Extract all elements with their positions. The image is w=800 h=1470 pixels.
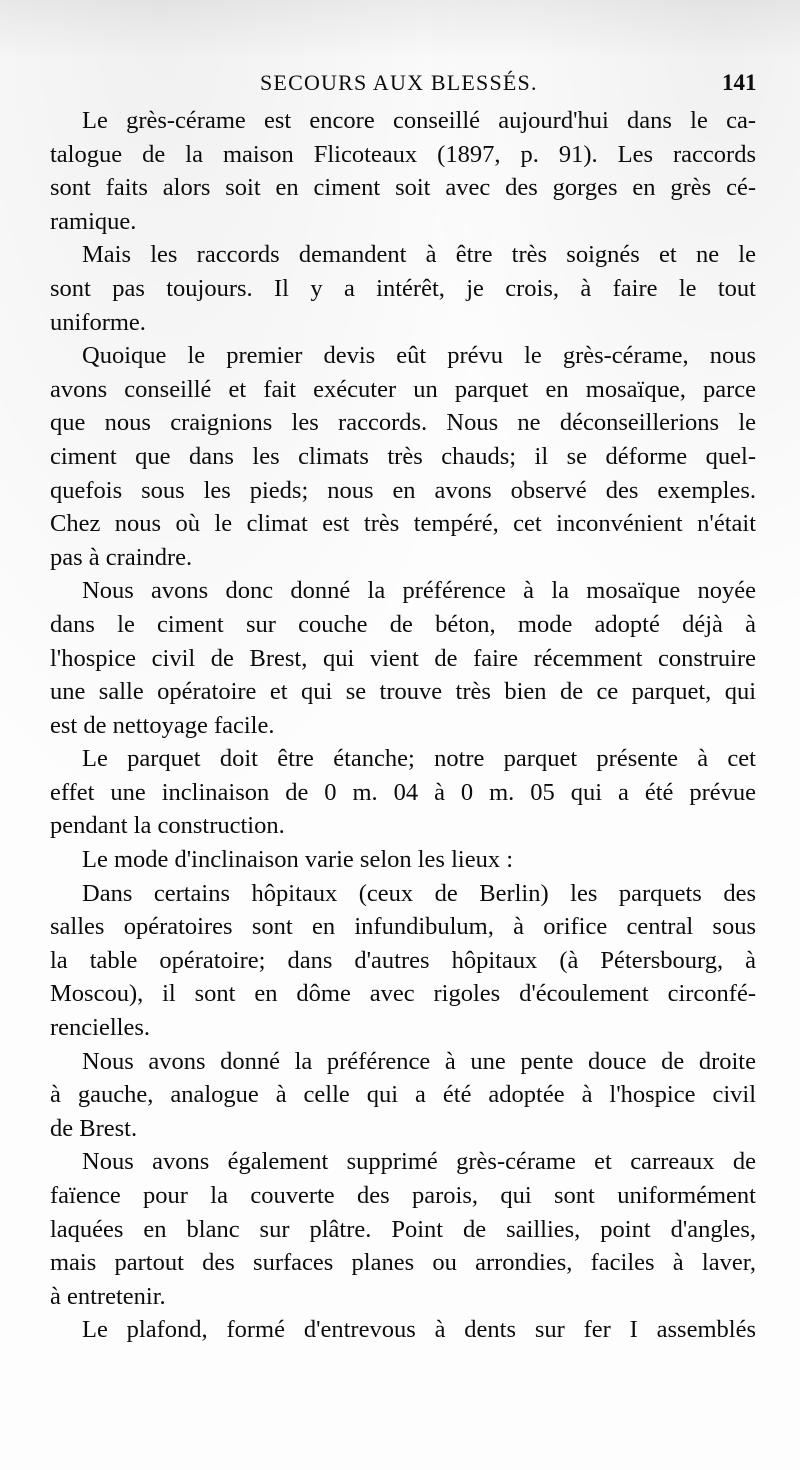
text-line: à entretenir. — [50, 1282, 166, 1310]
text-line: avons conseillé et fait exécuter un parquet en mosaïque, parce — [50, 375, 756, 403]
text-line: dans le ciment sur couche de béton, mode adopté déjà à — [50, 610, 756, 638]
scan-shadow — [0, 0, 800, 60]
text-line: de Brest. — [50, 1114, 138, 1142]
text-line: Nous avons également supprimé grès-cérame et carreaux de — [82, 1148, 756, 1176]
text-line: Le parquet doit être étanche; notre parquet présente à cet — [82, 745, 756, 773]
text-line: salles opératoires sont en infundibulum, à orifice central sous — [50, 913, 756, 941]
text-line: quefois sous les pieds; nous en avons observé des exemples. — [50, 476, 756, 504]
page-number: 141 — [722, 70, 757, 95]
text-line: ramique. — [50, 207, 137, 235]
body-text — [50, 104, 756, 1347]
running-title: SECOURS AUX BLESSÉS. — [260, 70, 538, 95]
text-line: sont pas toujours. Il y a intérêt, je crois, à faire le tout — [50, 274, 756, 302]
text-line: effet une inclinaison de 0 m. 04 à 0 m. 05 qui a été prévue — [50, 778, 756, 806]
text-line: talogue de la maison Flicoteaux (1897, p. 91). Les raccords — [50, 140, 756, 168]
text-line: Le mode d'inclinaison varie selon les lieux : — [82, 846, 514, 874]
text-line: laquées en blanc sur plâtre. Point de saillies, point d'angles, — [50, 1215, 756, 1243]
text-line: ciment que dans les climats très chauds; il se déforme quel- — [50, 442, 756, 470]
text-line: Moscou), il sont en dôme avec rigoles d'écoulement circonfé- — [50, 980, 756, 1008]
text-line: Le grès-cérame est encore conseillé aujourd'hui dans le ca- — [82, 107, 756, 134]
text-line: pas à craindre. — [50, 543, 193, 571]
text-line: Nous avons donné la préférence à une pente douce de droite — [82, 1047, 756, 1075]
text-line: est de nettoyage facile. — [50, 711, 275, 739]
text-line: sont faits alors soit en ciment soit avec des gorges en grès cé- — [50, 174, 756, 202]
text-line: à gauche, analogue à celle qui a été adoptée à l'hospice civil — [50, 1081, 756, 1109]
text-line: Dans certains hôpitaux (ceux de Berlin) les parquets des — [82, 879, 756, 907]
text-line: Mais les raccords demandent à être très soignés et ne le — [82, 241, 756, 269]
text-line: l'hospice civil de Brest, qui vient de faire récemment construire — [50, 644, 756, 672]
text-line: pendant la construction. — [50, 812, 285, 840]
text-line: uniforme. — [50, 308, 146, 336]
text-line: Nous avons donc donné la préférence à la mosaïque noyée — [82, 577, 756, 605]
text-line: Quoique le premier devis eût prévu le grès-cérame, nous — [82, 342, 756, 370]
text-line: la table opératoire; dans d'autres hôpitaux (à Pétersbourg, à — [50, 946, 756, 974]
text-line: faïence pour la couverte des parois, qui sont uniformément — [50, 1182, 756, 1209]
text-line: Le plafond, formé d'entrevous à dents sur fer I assemblés — [82, 1316, 756, 1344]
text-line: rencielles. — [50, 1014, 150, 1042]
text-line: mais partout des surfaces planes ou arrondies, faciles à laver, — [50, 1249, 756, 1277]
text-line: une salle opératoire et qui se trouve très bien de ce parquet, qui — [50, 678, 756, 706]
text-line: Chez nous où le climat est très tempéré, cet inconvénient n'était — [50, 510, 756, 538]
text-line: que nous craignions les raccords. Nous ne déconseillerions le — [50, 409, 756, 437]
